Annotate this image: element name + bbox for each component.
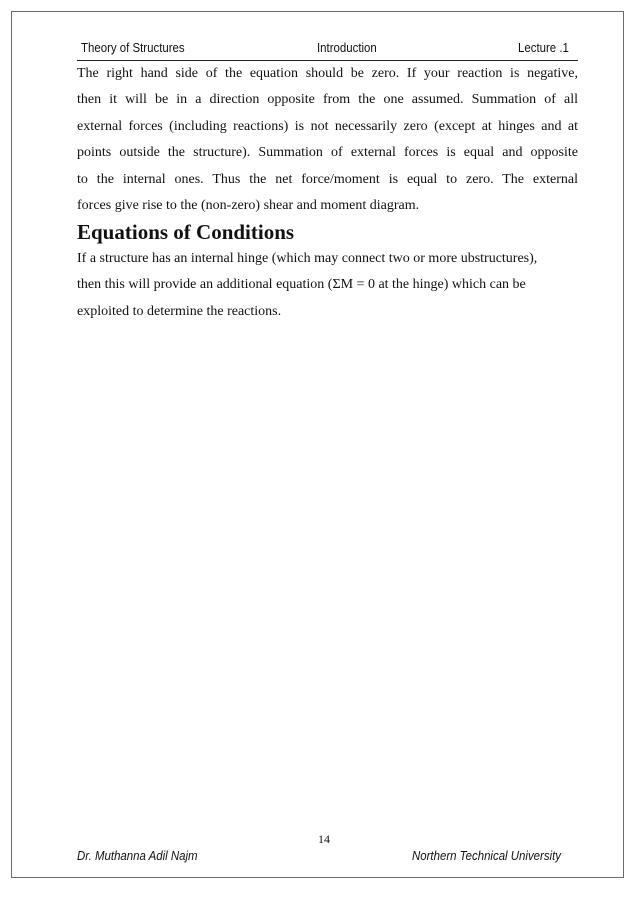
paragraph-line: to the internal ones. Thus the net force/moment is equal to zero. The external bbox=[77, 171, 578, 187]
header-course-title: Theory of Structures bbox=[81, 40, 185, 55]
paragraph-line: exploited to determine the reactions. bbox=[77, 303, 282, 319]
header-lecture-number: Lecture .1 bbox=[518, 40, 569, 55]
paragraph-line: external forces (including reactions) is not necessarily zero (except at hinges and at bbox=[77, 118, 578, 134]
paragraph-line: If a structure has an internal hinge (which may connect two or more ubstructures), bbox=[77, 250, 538, 266]
page-footer bbox=[77, 848, 578, 866]
paragraph-line: then it will be in a direction opposite from the one assumed. Summation of all bbox=[77, 92, 578, 108]
footer-author: Dr. Muthanna Adil Najm bbox=[77, 848, 198, 863]
page-content bbox=[77, 61, 578, 325]
footer-institution: Northern Technical University bbox=[412, 848, 561, 863]
paragraph-line: points outside the structure). Summation of external forces is equal and opposite bbox=[77, 145, 578, 161]
page-number: 14 bbox=[318, 832, 330, 846]
paragraph-line: then this will provide an additional equation (ΣM = 0 at the hinge) which can be bbox=[77, 277, 526, 293]
paragraph-line: The right hand side of the equation should be zero. If your reaction is negative, bbox=[77, 66, 578, 81]
paragraph-line: forces give rise to the (non-zero) shear and moment diagram. bbox=[77, 198, 420, 214]
page-header bbox=[77, 38, 578, 61]
header-section-title: Introduction bbox=[317, 40, 377, 55]
section-heading: Equations of Conditions bbox=[77, 220, 295, 245]
paragraph-conditions bbox=[77, 246, 578, 325]
paragraph-reactions bbox=[77, 61, 578, 219]
